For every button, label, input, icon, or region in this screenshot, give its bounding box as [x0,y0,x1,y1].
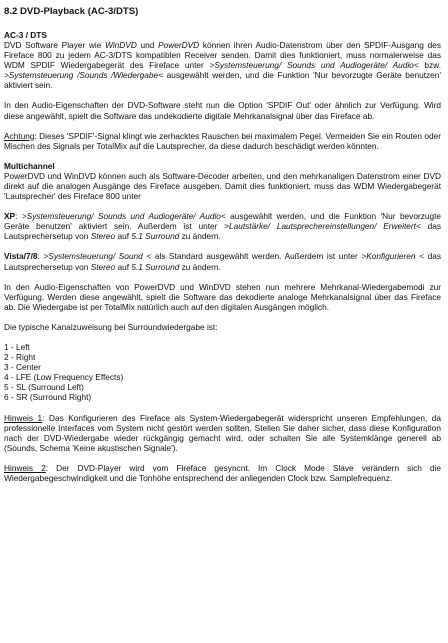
ac3-warning [4,131,441,151]
setting-surround: 5.1 Surround [131,231,180,242]
setting-surround: 5.1 Surround [131,261,180,272]
list-item: 4 - LFE (Low Frequency Effects) [4,372,124,383]
list-item: 3 - Center [4,362,41,373]
text: zu ändern. [179,261,221,272]
menu-path: >Konfigurieren < [361,251,424,262]
list-item: 2 - Right [4,352,36,363]
text: können ihren Audio-Datenstrom über den SPDIF-Ausgang des Fireface 800 zu jedem AC-3/DTS kompatiblen Receiver senden. Damit dies funktioniert, muss normalerweise das WDM SPDIF Wiedergabegerät des Fireface unter [4,40,441,71]
player-windvd: WinDVD [105,40,137,50]
channel-list [4,342,441,403]
vista-paragraph [4,251,441,271]
multichannel-heading: Multichannel [4,160,55,171]
text: DVD Software Player wie [4,40,106,50]
ac3-heading: AC-3 / DTS [4,30,47,40]
channel-intro: Die typische Kanalzuweisung bei Surroundwiedergabe ist: [4,321,218,332]
note-1-label: Hinweis 1 [4,412,43,423]
setting-stereo: Stereo [90,261,116,272]
text: ausgewählt werden, und die Funktion 'Nur bevorzugte Geräte benutzen' aktiviert sein. Außerdem ist unter [4,211,441,232]
vista-label: Vista/7/8 [4,251,38,262]
list-item: 6 - SR (Surround Right) [4,392,92,403]
xp-label: XP [4,211,16,222]
ac3-paragraph-1 [4,40,441,90]
text: : [37,251,44,262]
menu-path: >Systemsteuerung/ Sounds und Audiogeräte/ Audio< [21,211,226,222]
note-2 [4,463,441,483]
text: zu ändern. [179,231,221,242]
menu-path: >Systemsteuerung/ Sounds und Audiogeräte/ Audio< [209,60,419,71]
list-item: 5 - SL (Surround Left) [4,382,84,393]
ac3-paragraph-2: In den Audio-Eigenschaften der DVD-Software steht nun die Option 'SPDIF Out' oder ähnlich zur Verfügung. Wird diese angewählt, spielt die Software das undekodierte digitale Mehrkanalsignal über das Fireface ab. [4,100,441,121]
text: auf [115,231,132,242]
note-1 [4,413,441,453]
text: das Lautsprechersetup von [4,251,441,272]
text: ausgewählt werden, und die Funktion 'Nur bevorzugte Geräte benutzen' aktiviert sein. [4,70,441,91]
note-2-text: : Der DVD-Player wird vom Fireface gesyncnt. Im Clock Mode Slave verändern sich die Wiedergabegeschwindigkeit und die Tonhöhe entsprechend der anliegenden Clock bzw. Samplefrequenz. [4,462,442,483]
warning-label: Achtung [4,130,35,141]
player-powerdvd: PowerDVD [158,40,200,50]
menu-path: >Systemsteuerung/ Sound < [43,251,152,262]
text: : [15,211,22,222]
note-2-label: Hinweis 2 [4,462,46,473]
setting-stereo: Stereo [90,231,116,242]
text: bzw. [418,60,441,71]
warning-text: : Dieses 'SPDIF'-Signal klingt wie zerhacktes Rauschen bei maximalem Pegel. Vermeiden Sie ein Routen oder Mischen des Signals per TotalMix auf die Lautsprecher, da diese dadurch beschädigt werden könnten. [4,130,441,151]
text: als Standard ausgewählt werden. Außerdem ist unter [151,251,362,262]
text: auf [115,261,132,272]
text: das Lautsprechersetup von [4,221,441,242]
text: und [136,40,159,50]
menu-path: >Systemsteuerung /Sounds /Wiedergabe< [4,70,163,81]
multichannel-paragraph-2: In den Audio-Eigenschaften von PowerDVD und WinDVD stehen nun mehrere Mehrkanal-Wiedergabemodi zur Verfügung. Werden diese angewählt, spielt die Software das dekodierte analoge Mehrkanalsignal über das Fireface ab. Die Wiedergabe ist per TotalMix natürlich auch auf den digitalen Ausgängen möglich. [4,281,441,312]
multichannel-paragraph-1: PowerDVD und WinDVD können auch als Software-Decoder arbeiten, und den mehrkanaligen Datenstrom einer DVD direkt auf die analogen Ausgänge des Fireface ausgeben. Damit dies funktioniert, muss das WDM Wiedergabegerät 'Lautsprecher' des Fireface 800 unter [4,170,441,202]
document-page [0,6,448,643]
menu-path: >Lautstärke/ Lautsprechereinstellungen/ Erweitert< [224,221,421,232]
note-1-text: : Das Konfigurieren des Fireface als System-Wiedergabegerät widerspricht unseren Empfehlungen, da professionelle Interfaces vom System nicht gestört werden sollten. Stellen Sie daher sicher, dass diese Konfiguration nach der DVD-Wiedergabe wieder rückgängig gemacht wird, oder schalten Sie alle Systemklänge generell ab (Sounds, Schema 'Keine akustischen Signale'). [4,412,441,453]
list-item: 1 - Left [4,341,30,352]
xp-paragraph [4,211,441,241]
section-title: 8.2 DVD-Playback (AC-3/DTS) [4,6,139,17]
